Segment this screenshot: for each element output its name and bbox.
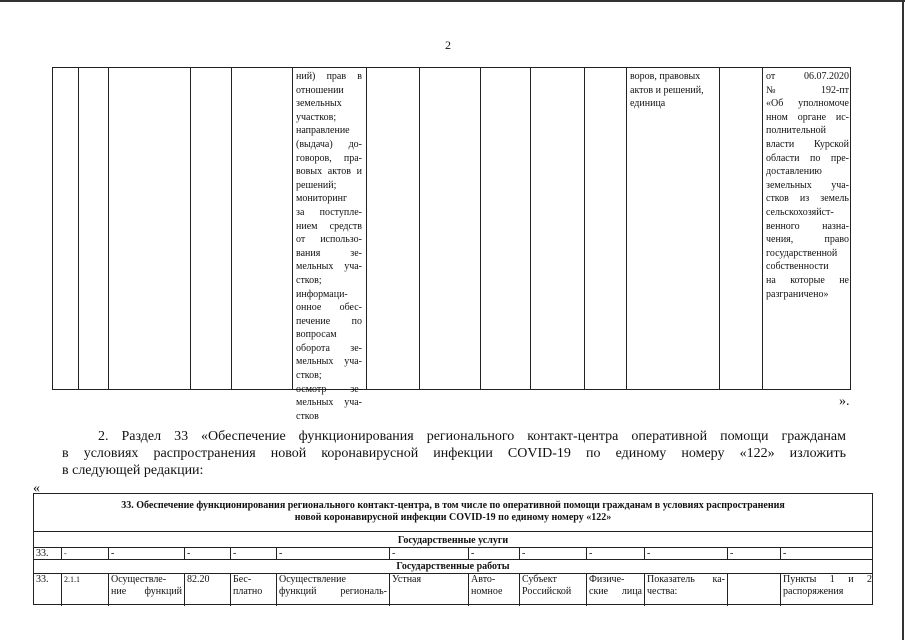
table-column-divider: [584, 68, 585, 389]
functions-description-cell: [296, 70, 362, 423]
table-cell: [644, 574, 727, 606]
cell-text-line: государственной: [766, 247, 838, 259]
cell-text-line: «Об уполномоче: [766, 98, 849, 110]
cell-text-line: Устная: [392, 574, 422, 585]
paragraph-line: в следующей редакции:: [62, 463, 204, 478]
cell-text-line: онное обес-: [296, 302, 362, 314]
cell-text-line: актов и решений,: [630, 84, 704, 96]
cell-text-line: вовых актов и: [296, 166, 362, 178]
cell-text-line: 33.: [36, 574, 49, 585]
cell-text-line: нном органе ис-: [766, 111, 849, 123]
cell-text-line: Субъект: [522, 574, 557, 585]
table-column-divider: [292, 68, 293, 389]
cell-text-line: решений;: [296, 179, 337, 191]
table-cell: [184, 548, 230, 559]
table-cell: [230, 548, 276, 559]
cell-text-line: -: [392, 548, 396, 559]
table-cell: [276, 548, 389, 559]
law-date: 06.07.2020: [804, 71, 849, 82]
cell-text-line: собственности: [766, 261, 829, 273]
cell-text-line: на которые не: [766, 274, 849, 286]
cell-text-line: мониторинг: [296, 193, 348, 205]
table-cell: [727, 548, 780, 559]
table-column-divider: [366, 68, 367, 389]
scan-border-right: [902, 0, 904, 640]
section-33-table: [33, 493, 873, 605]
cell-text-line: оборота зе-: [296, 342, 362, 354]
cell-text-line: ний) прав в: [296, 71, 362, 82]
table-column-divider: [190, 68, 191, 389]
table-cell: [780, 548, 874, 559]
table-cell: [276, 574, 389, 606]
cell-text-line: -: [647, 548, 651, 559]
cell-text-line: Показатель ка-: [647, 574, 725, 585]
cell-text-line: говоров, пра-: [296, 152, 362, 164]
cell-text-line: -: [589, 548, 593, 559]
table-cell: [184, 574, 230, 606]
works-row: [34, 574, 872, 606]
table-cell: [727, 574, 780, 606]
table-rule: [34, 531, 872, 532]
law-title: [766, 84, 849, 302]
page-number: 2: [445, 38, 451, 52]
cell-text-line: -: [64, 549, 67, 558]
table-cell: [519, 574, 586, 606]
cell-text-line: участков;: [296, 111, 337, 123]
cell-text-line: распоряжения: [783, 586, 844, 597]
cell-text-line: единица: [630, 98, 666, 110]
cell-text-line: -: [279, 548, 283, 559]
table-cell: [34, 548, 61, 559]
cell-text-line: нием средств: [296, 220, 362, 232]
works-header: Государственные работы: [396, 561, 510, 572]
cell-text-line: 82.20: [187, 574, 210, 585]
table-column-divider: [108, 68, 109, 389]
section-title-line: новой коронавирусной инфекции COVID-19 по единому номеру «122»: [294, 512, 612, 523]
cell-text-line: от использо-: [296, 234, 362, 246]
table-cell: [389, 574, 468, 606]
cell-text-line: № 192-пт: [766, 84, 849, 96]
law-date-prefix: от: [766, 71, 776, 82]
opening-quote: «: [33, 481, 40, 496]
cell-text-line: -: [233, 548, 237, 559]
cell-text-line: стков;: [296, 274, 322, 286]
table-cell: [108, 548, 184, 559]
cell-text-line: -: [783, 548, 787, 559]
cell-text-line: номное: [471, 586, 503, 597]
cell-text-line: мельных уча-: [296, 261, 362, 273]
table-cell: [644, 548, 727, 559]
table-column-divider: [719, 68, 720, 389]
cell-text-line: ние функций: [111, 586, 182, 597]
table-column-divider: [762, 68, 763, 389]
cell-text-line: сельскохозяйст-: [766, 206, 834, 218]
table-column-divider: [78, 68, 79, 389]
cell-text-line: мельных уча-: [296, 356, 362, 368]
table-cell: [468, 574, 519, 606]
cell-text-line: печение по: [296, 315, 362, 327]
table-column-divider: [231, 68, 232, 389]
units-cell: [630, 70, 718, 111]
table-column-divider: [419, 68, 420, 389]
cell-text-line: воров, правовых: [630, 71, 701, 82]
cell-text-line: мельных уча-: [296, 397, 362, 409]
cell-text-line: информаци-: [296, 288, 348, 300]
cell-text-line: платно: [233, 586, 263, 597]
cell-text-line: стков;: [296, 370, 322, 382]
paragraph-line: 2. Раздел 33 «Обеспечение функционирования регионального контакт-центра оперативной помощи гражданам: [98, 429, 846, 444]
cell-text-line: чества:: [647, 586, 678, 597]
cell-text-line: вопросам: [296, 329, 337, 341]
table-column-divider: [480, 68, 481, 389]
cell-text-line: Физиче-: [589, 574, 625, 585]
services-header: Государственные услуги: [397, 535, 509, 546]
legal-basis-cell: [766, 70, 849, 301]
cell-text-line: 33.: [36, 548, 49, 559]
table-cell: [389, 548, 468, 559]
cell-text-line: Осуществление: [279, 574, 346, 585]
section-title-line: 33. Обеспечение функционирования регионального контакт-центра, в том числе по оперативной помощи гражданам в условиях распространения: [121, 500, 785, 511]
closing-quote: ».: [839, 394, 850, 409]
cell-text-line: полнительной: [766, 125, 826, 137]
table-cell: [519, 548, 586, 559]
table-cell: [586, 548, 644, 559]
cell-text-line: Авто-: [471, 574, 496, 585]
table-column-divider: [530, 68, 531, 389]
scan-border-top: [0, 0, 905, 2]
cell-text-line: ские лица: [589, 586, 642, 597]
cell-text-line: доставлению: [766, 166, 822, 178]
cell-text-line: функций региональ-: [279, 586, 387, 597]
paragraph-line: в условиях распространения новой коронавирусной инфекции COVID-19 по единому номеру «122» изложить: [62, 446, 846, 461]
cell-text-line: отношении: [296, 84, 344, 96]
continued-table: [52, 67, 851, 422]
cell-text-line: -: [187, 548, 191, 559]
cell-text-line: стков: [296, 410, 319, 422]
cell-text-line: -: [730, 548, 734, 559]
cell-text-line: -: [471, 548, 475, 559]
cell-text-line: 2.1.1: [64, 575, 80, 584]
law-date-line: [766, 70, 849, 84]
cell-text-line: -: [522, 548, 526, 559]
table-cell: [230, 574, 276, 606]
cell-text-line: направление: [296, 125, 350, 137]
table-cell: [61, 574, 108, 606]
table-cell: [468, 548, 519, 559]
table-cell: [61, 548, 108, 559]
table-cell: [108, 574, 184, 606]
cell-text-line: (выдача) до-: [296, 138, 362, 150]
table-rule: [34, 559, 872, 560]
cell-text-line: земельных: [296, 98, 342, 110]
cell-text-line: чения, право: [766, 234, 849, 246]
cell-text-line: земельных уча-: [766, 179, 849, 191]
cell-text-line: Осуществле-: [111, 574, 167, 585]
cell-text-line: власти Курской: [766, 138, 849, 150]
cell-text-line: Пункты 1 и 2: [783, 574, 872, 585]
cell-text-line: -: [111, 548, 115, 559]
table-column-divider: [626, 68, 627, 389]
cell-text-line: разграничено»: [766, 288, 829, 300]
cell-text-line: осмотр зе-: [296, 383, 362, 395]
section-33-title: [34, 500, 872, 524]
table-cell: [34, 574, 61, 606]
cell-text-line: венного назна-: [766, 220, 849, 232]
services-row: [34, 548, 872, 559]
amendment-paragraph: [62, 428, 846, 479]
cell-text-line: стков из земель: [766, 193, 849, 205]
table-cell: [780, 574, 874, 606]
cell-text-line: за поступле-: [296, 206, 362, 218]
cell-text-line: области по пре-: [766, 152, 849, 164]
cell-text-line: Российской: [522, 586, 572, 597]
cell-text-line: вания зе-: [296, 247, 362, 259]
table-cell: [586, 574, 644, 606]
cell-text-line: Бес-: [233, 574, 252, 585]
